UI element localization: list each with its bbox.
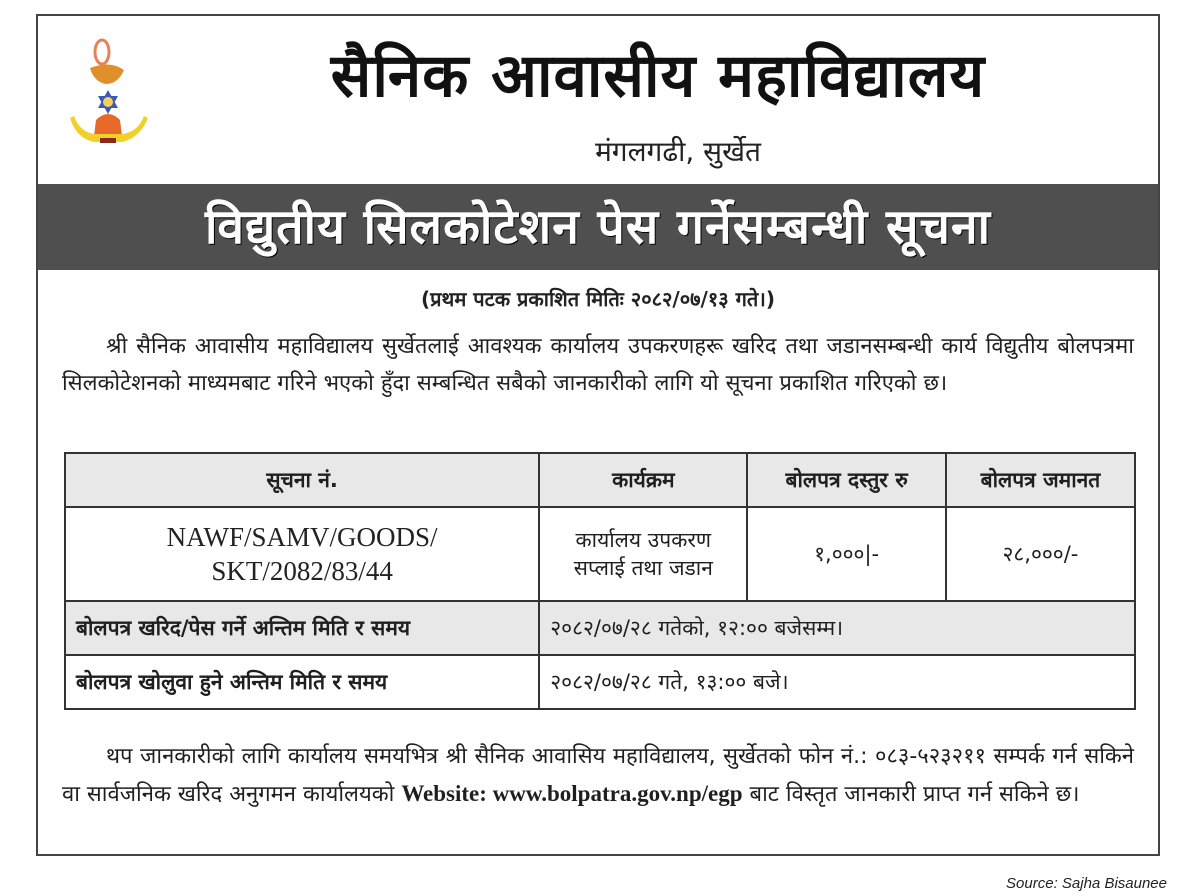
notice-number-cell bbox=[65, 507, 539, 601]
table-row bbox=[65, 507, 1135, 601]
submission-deadline-value: २०८२/०७/२८ गतेको, १२:०० बजेसम्म। bbox=[539, 601, 1135, 655]
source-credit: Source: Sajha Bisaunee bbox=[1006, 875, 1167, 892]
program-cell bbox=[539, 507, 747, 601]
opening-deadline-label: बोलपत्र खोलुवा हुने अन्तिम मिति र समय bbox=[65, 655, 539, 709]
intro-paragraph: श्री सैनिक आवासीय महाविद्यालय सुर्खेतलाई आवश्यक कार्यालय उपकरणहरू खरिद तथा जडानसम्बन्धी कार्य विद्युतीय बोलपत्रमा सिलकोटेशनको माध्यमबाट गरिने भएको हुँदा सम्बन्धित सबैको जानकारीको लागि यो सूचना प्रकाशित गरिएको छ। bbox=[62, 334, 1134, 396]
contact-tail: बाट विस्तृत जानकारी प्राप्त गर्न सकिने छ। bbox=[742, 782, 1080, 807]
website-link[interactable]: Website: www.bolpatra.gov.np/egp bbox=[401, 781, 743, 806]
contact-text: थप जानकारीको लागि कार्यालय समयभित्र श्री सैनिक आवासिय महाविद्यालय, सुर्खेतको फोन नं.: ०८३-५२३२११ सम्पर्क गर्न सकिने वा सार्वजनिक खरिद अनुगमन कार्यालयको bbox=[62, 744, 1134, 807]
college-name-heading: सैनिक आवासीय महाविद्यालय bbox=[330, 41, 986, 111]
tender-info-table bbox=[64, 452, 1136, 710]
college-location: मंगलगढी, सुर्खेत bbox=[595, 135, 761, 168]
program-line2: सप्लाई तथा जडान bbox=[573, 556, 713, 580]
header-notice-no: सूचना नं. bbox=[65, 453, 539, 507]
header-program: कार्यक्रम bbox=[539, 453, 747, 507]
header-fee: बोलपत्र दस्तुर रु bbox=[747, 453, 945, 507]
fee-cell: १,०००|- bbox=[747, 507, 945, 601]
header-bid-security: बोलपत्र जमानत bbox=[946, 453, 1135, 507]
submission-deadline-label: बोलपत्र खरिद/पेस गर्ने अन्तिम मिति र समय bbox=[65, 601, 539, 655]
opening-deadline-row bbox=[65, 655, 1135, 709]
table-header-row bbox=[65, 453, 1135, 507]
notice-frame bbox=[36, 14, 1160, 856]
program-line1: कार्यालय उपकरण bbox=[575, 528, 712, 552]
notice-number-line2: SKT/2082/83/44 bbox=[211, 556, 393, 586]
submission-deadline-row bbox=[65, 601, 1135, 655]
college-emblem-icon bbox=[60, 38, 160, 158]
publication-date: (प्रथम पटक प्रकाशित मितिः २०८२/०७/१३ गते।) bbox=[421, 287, 775, 311]
opening-deadline-value: २०८२/०७/२८ गते, १३:०० बजे। bbox=[539, 655, 1135, 709]
contact-paragraph bbox=[62, 738, 1134, 813]
notice-title-banner: विद्युतीय सिलकोटेशन पेस गर्नेसम्बन्धी सूचना bbox=[38, 184, 1158, 270]
bid-security-cell: २८,०००/- bbox=[946, 507, 1135, 601]
notice-number-line1: NAWF/SAMV/GOODS/ bbox=[166, 522, 438, 552]
